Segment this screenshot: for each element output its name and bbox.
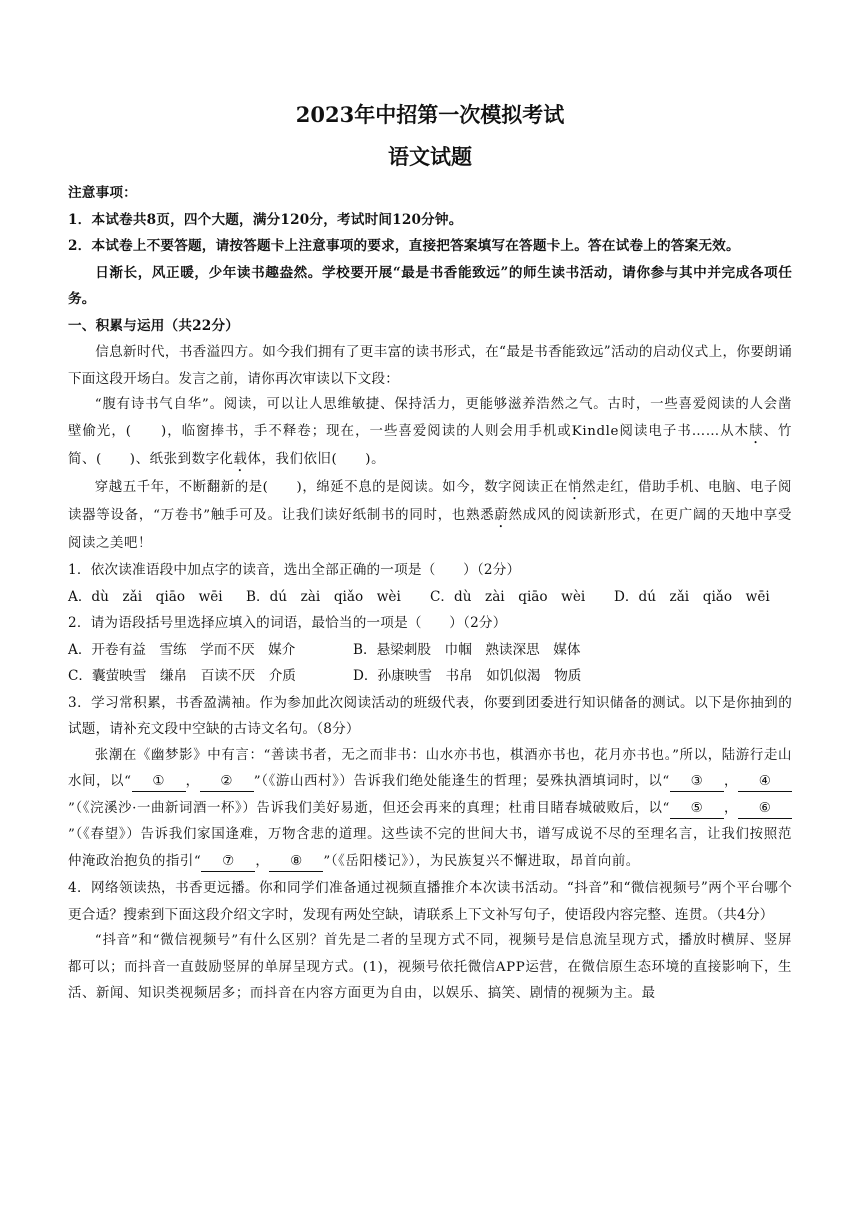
notice-item-2: 2．本试卷上不要答题，请按答题卡上注意事项的要求，直接把答案填写在答题卡上。答在试卷上的答案无效。 [68,238,740,254]
section-lead: 信息新时代，书香溢四方。如今我们拥有了更丰富的读书形式，在“最是书香能致远”活动的启动仪式上，你要朗诵下面这段开场白。发言之前，请你再次审读以下文段： [68,344,792,387]
dotted-char: 牍 [749,423,764,439]
question-1-options [68,584,792,611]
answer-blank-2[interactable]: ② [200,773,254,792]
option-b: B．dú zài qiǎo wèi [246,588,401,605]
passage-paragraph-1: “腹有诗书气自华”。阅读，可以让人思维敏捷、保持活力，更能够滋养浩然之气。古时，一些喜爱阅读的人会凿壁偷光，( )，临窗捧书，手不释卷；现在，一些喜爱阅读的人则会用手机或Kindle阅读电子书……从木牍、竹简、( )、纸张到数字化载体，我们依旧( )。 [68,397,793,467]
option-c: C．dù zài qiāo wèi [430,588,586,605]
section-heading: 一、积累与运用（共22分） [68,317,240,334]
answer-blank-1[interactable]: ① [132,773,186,792]
answer-blank-3[interactable]: ③ [670,773,724,792]
question-4-stem: 4．网络领读热，书香更远播。你和同学们准备通过视频直播推介本次读书活动。“抖音”和“微信视频号”两个平台哪个更合适？搜索到下面这段介绍文字时，发现有两处空缺，请联系上下文补写句子，使语段内容完整、连贯。（共4分） [68,880,792,923]
page-subtitle: 语文试题 [388,144,472,169]
exam-page [68,100,792,1008]
option-d: D．孙康映雪 书帛 如饥似渴 物质 [353,668,582,684]
question-3-stem: 3．学习常积累，书香盈满袖。作为参加此次阅读活动的班级代表，你要到团委进行知识储备的测试。以下是你抽到的试题，请补充文段中空缺的古诗文名句。（8分） [68,694,792,737]
question-2-options-row2 [68,663,792,690]
option-a: A．开卷有益 雪练 学而不厌 媒介 [68,641,296,658]
dotted-char: 悄 [568,479,583,495]
passage-paragraph-2: 穿越五千年，不断翻新的是( )，绵延不息的是阅读。如今，数字阅读正在悄然走红，借助手机、电脑、电子阅读器等设备，“万卷书”触手可及。让我们读好纸制书的同时，也熟悉蔚然成风的阅读新形式，在更广阔的天地中享受阅读之美吧！ [68,479,792,551]
answer-blank-4[interactable]: ④ [738,773,792,792]
page-title: 2023年中招第一次模拟考试 [295,102,565,127]
answer-blank-7[interactable]: ⑦ [201,853,255,872]
dotted-char: 载 [233,451,248,467]
question-3-passage: 张潮在《幽梦影》中有言：“善读书者，无之而非书：山水亦书也，棋酒亦书也，花月亦书也。”所以，陆游行走山水间，以“ ① ， ② ”（《游山西村》）告诉我们绝处能逢生的哲理；晏殊执酒填词时，以“ ③ ， ④”（《浣溪沙·一曲新词酒一杯》）告诉我们美好易逝，但还会再来的真理；杜甫目睹春城破败后，以“ ⑤ ， ⑥”（《春望》）告诉我们家国逢难，万物含悲的道理。这些读不完的世间大书，谱写成说不尽的至理名言，让我们按照范仲淹政治抱负的指引“ ⑦ ， ⑧ ”（《岳阳楼记》），为民族复兴不懈进取，昂首向前。 [68,743,792,876]
notice-heading: 注意事项： [68,185,137,201]
question-2-stem: 2．请为语段括号里选择应填入的词语，最恰当的一项是（ ）（2分） [68,615,507,631]
notice-intro: 日渐长，风正暖，少年读书趣盎然。学校要开展“最是书香能致远”的师生读书活动，请你参与其中并完成各项任务。 [68,264,792,307]
option-d: D．dú zǎi qiǎo wēi [614,588,770,605]
option-a: A．dù zǎi qiāo wēi [68,588,223,605]
notice-item-1: 1．本试卷共8页，四个大题，满分120分，考试时间120分钟。 [68,211,463,228]
option-b: B．悬梁刺股 巾帼 熟读深思 媒体 [353,641,581,658]
dotted-char: 蔚 [494,507,509,523]
option-c: C．囊萤映雪 缣帛 百读不厌 介质 [68,668,296,684]
question-4-passage: “抖音”和“微信视频号”有什么区别？首先是二者的呈现方式不同，视频号是信息流呈现方式，播放时横屏、竖屏都可以；而抖音一直鼓励竖屏的单屏呈现方式。(1)，视频号依托微信APP运营，在微信原生态环境的直接影响下，生活、新闻、知识类视频居多；而抖音在内容方面更为自由，以娱乐、搞笑、剧情的视频为主。最 [68,933,792,1001]
answer-blank-6[interactable]: ⑥ [738,800,792,819]
question-2-options-row1 [68,637,792,664]
question-1-stem: 1．依次读准语段中加点字的读音，选出全部正确的一项是（ ）（2分） [68,562,521,578]
answer-blank-8[interactable]: ⑧ [269,853,323,872]
answer-blank-5[interactable]: ⑤ [670,800,724,819]
